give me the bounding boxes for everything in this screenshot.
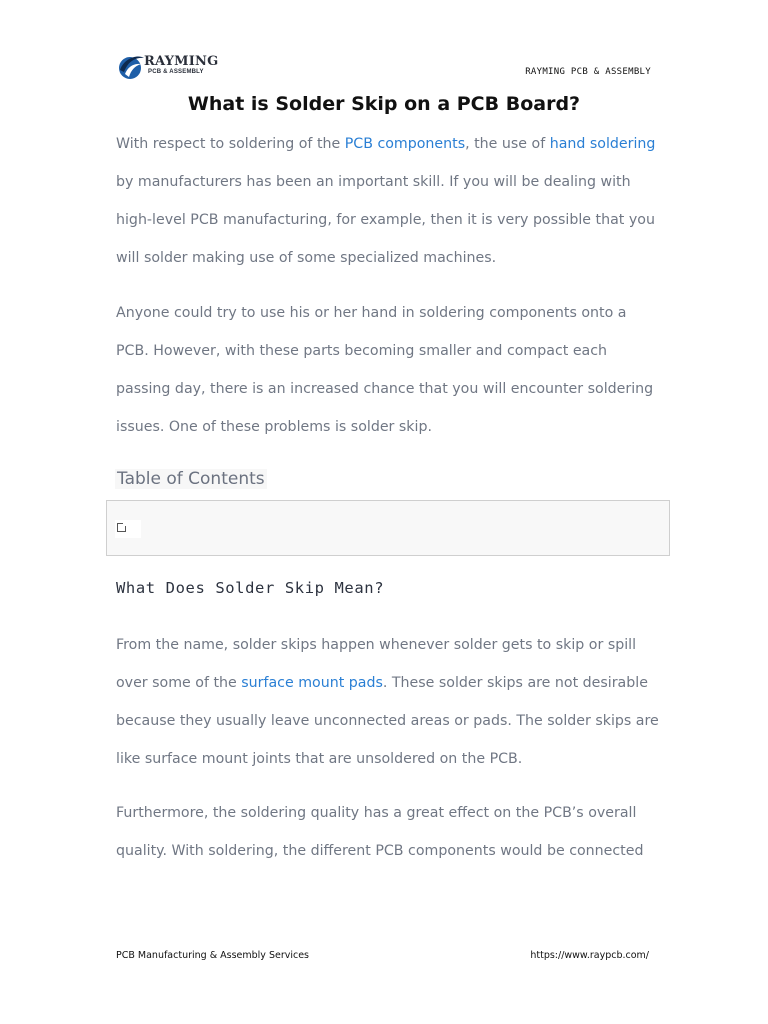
section-heading: What Does Solder Skip Mean? <box>116 579 385 597</box>
footer-url-link[interactable]: https://www.raypcb.com/ <box>530 950 649 961</box>
intro-text-2: , the use of <box>465 136 550 152</box>
rayming-logo-mark-icon <box>116 52 146 82</box>
rayming-logo <box>116 52 226 82</box>
quality-paragraph: Furthermore, the soldering quality has a great effect on the PCB’s overall quality. With soldering, the different PCB components would be connected <box>116 805 644 859</box>
intro-text-1: With respect to soldering of the <box>116 136 345 152</box>
surface-mount-pads-link[interactable]: surface mount pads <box>241 675 383 691</box>
hand-soldering-link[interactable]: hand soldering <box>549 136 656 152</box>
definition-text-2: . These solder skips are not desirable because they usually leave unconnected areas or pads. The solder skips are like surface mount joints that are unsoldered on the PCB. <box>116 675 659 767</box>
logo-name: RAYMING <box>144 54 219 69</box>
definition-paragraph <box>116 626 661 778</box>
second-paragraph: Anyone could try to use his or her hand in soldering components onto a PCB. However, with these parts becoming smaller and compact each passing day, there is an increased chance that you will encounter soldering issues. One of these problems is solder skip. <box>116 305 654 435</box>
table-of-contents <box>106 500 670 556</box>
toc-title: Table of Contents <box>117 469 265 489</box>
intro-paragraph <box>116 125 661 277</box>
intro-text-3: by manufacturers has been an important skill. If you will be dealing with high-level PCB manufacturing, for example, then it is very possible that you will solder making use of some specialized machines. <box>116 174 655 266</box>
toc-toggle-checkbox-icon <box>117 523 126 532</box>
header-company-name: RAYMING PCB & ASSEMBLY <box>525 67 651 77</box>
pcb-components-link[interactable]: PCB components <box>344 136 466 152</box>
logo-subtitle: PCB & ASSEMBLY <box>148 69 204 75</box>
page-title: What is Solder Skip on a PCB Board? <box>187 93 581 115</box>
definition-text-1: From the name, solder skips happen whenever solder gets to skip or spill over some of the <box>116 637 637 691</box>
toc-toggle-button[interactable] <box>115 520 141 538</box>
footer-services: PCB Manufacturing & Assembly Services <box>116 950 310 961</box>
